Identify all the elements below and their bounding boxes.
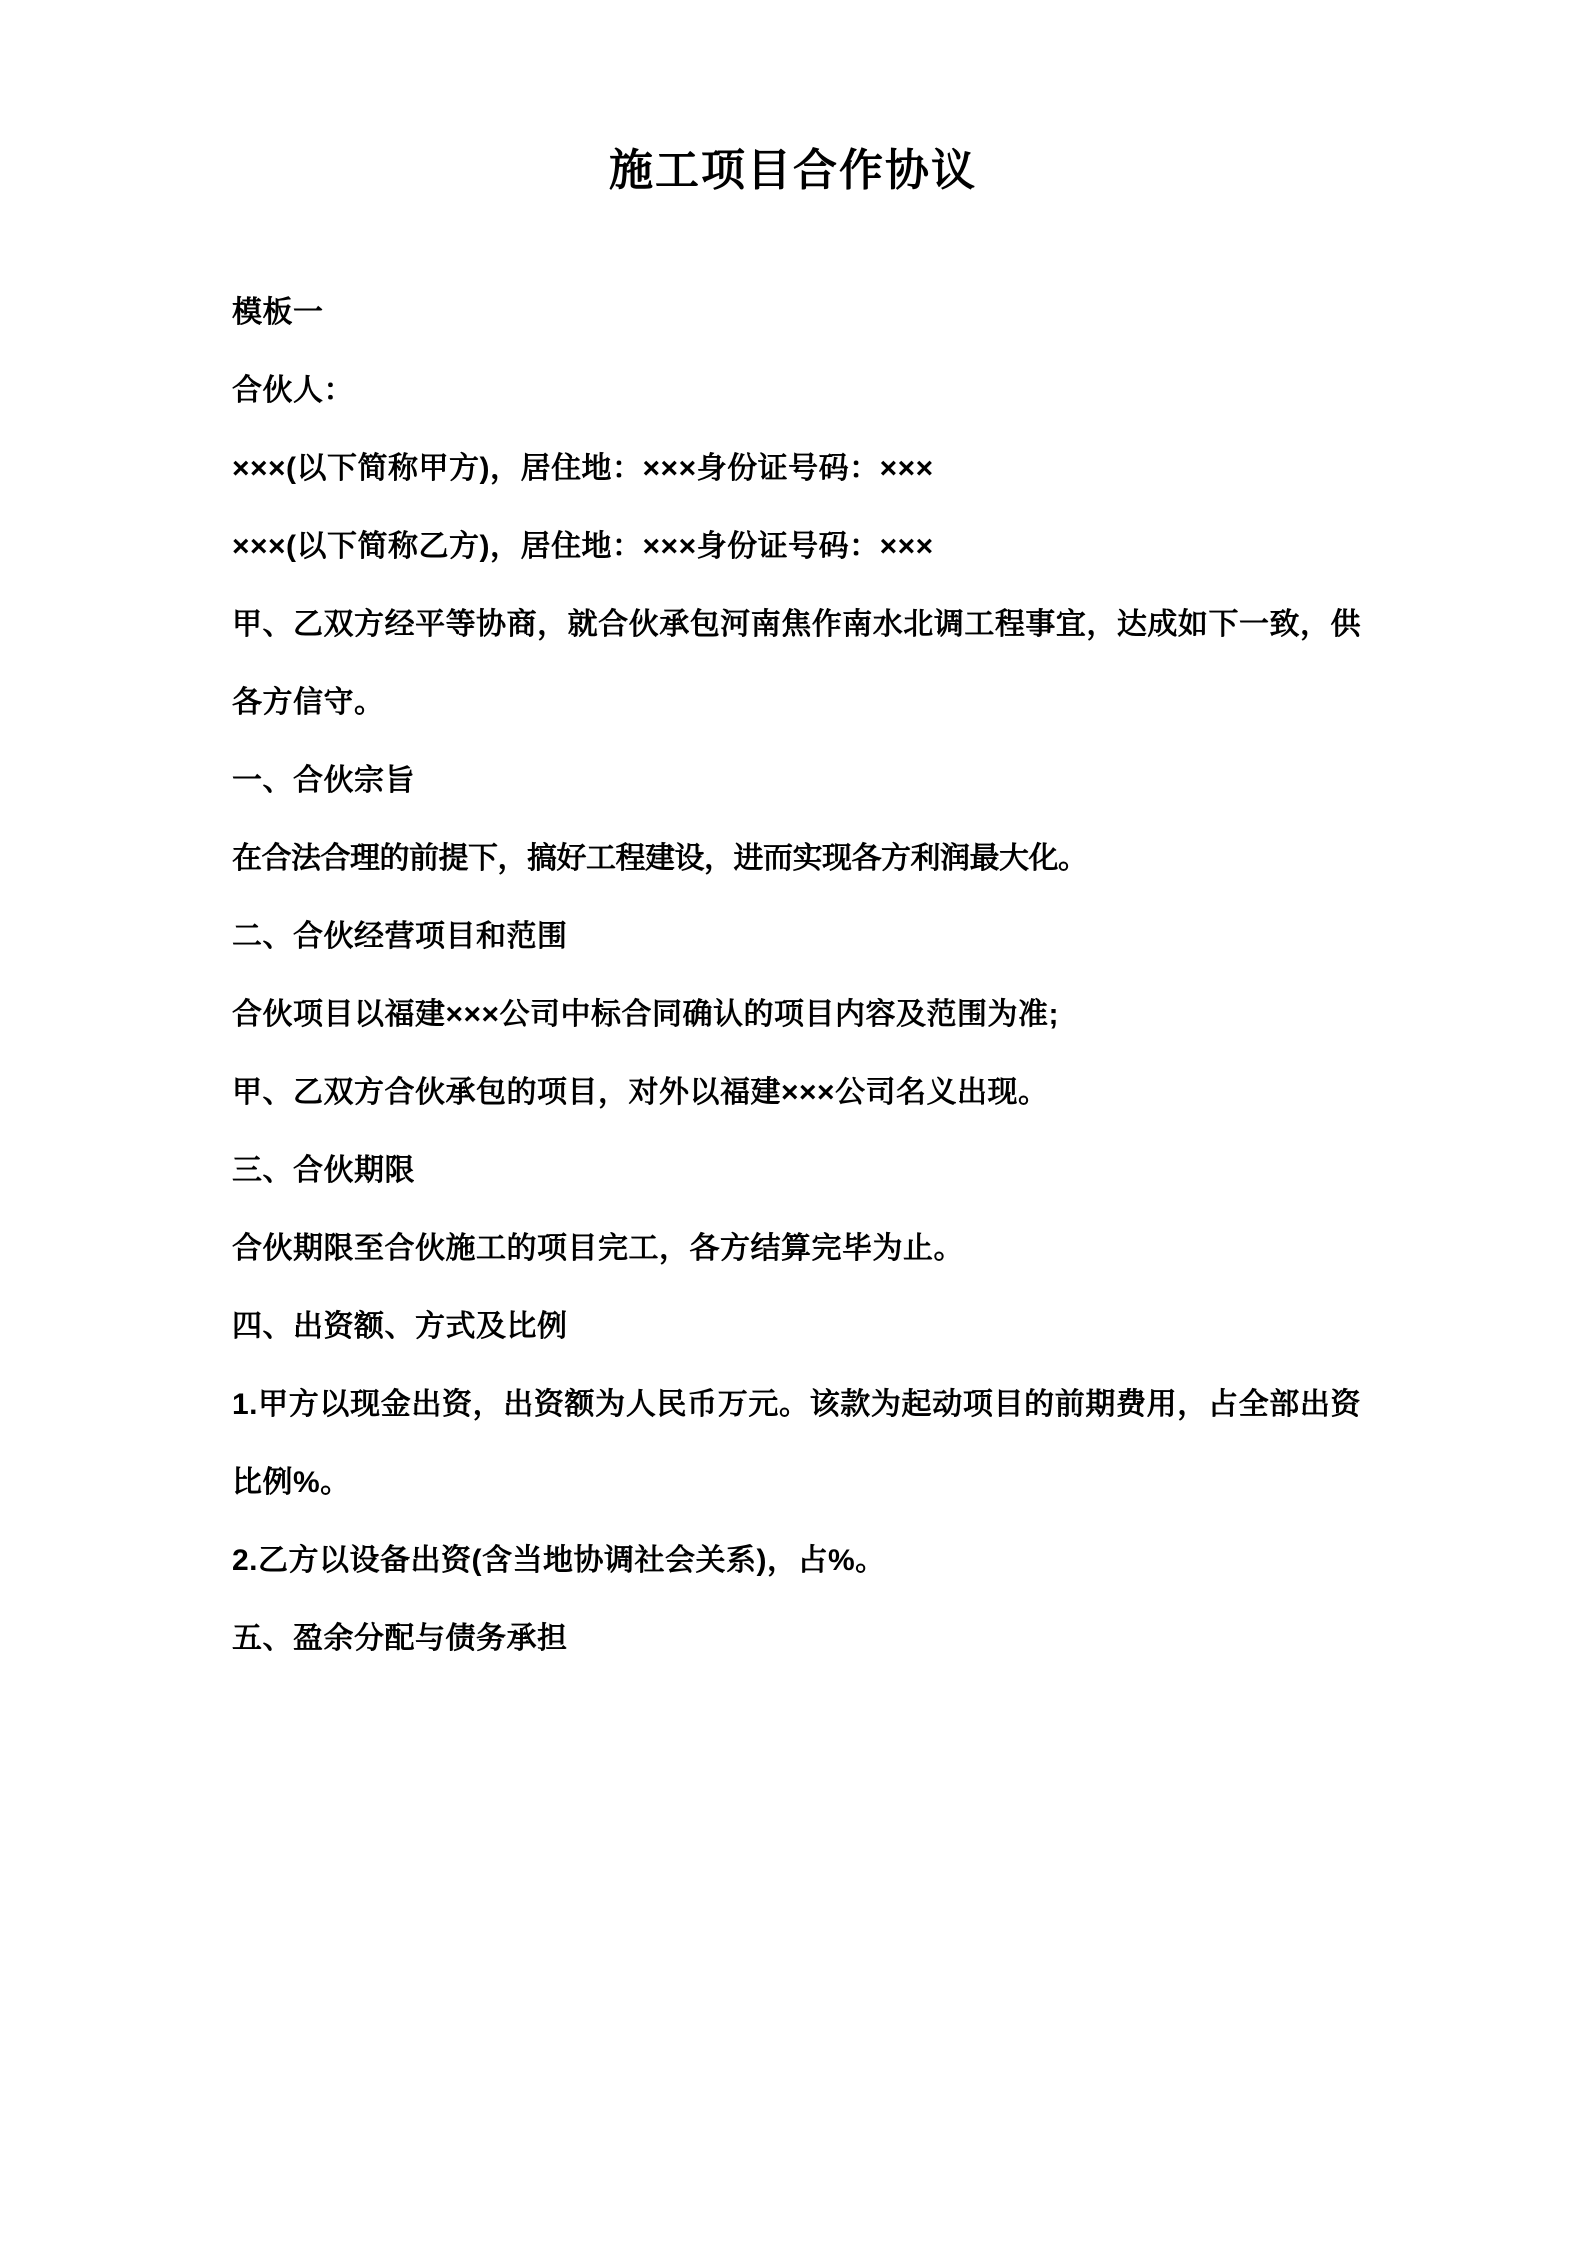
document-body — [0, 202, 1586, 1678]
paragraph-preamble: 甲、乙双方经平等协商，就合伙承包河南焦作南水北调工程事宜，达成如下一致，供各方信守。 — [232, 607, 1361, 719]
heading-section-5: 五、盈余分配与债务承担 — [232, 1621, 568, 1655]
paragraph-section-3-body: 合伙期限至合伙施工的项目完工，各方结算完毕为止。 — [232, 1231, 964, 1265]
page-title: 施工项目合作协议 — [609, 146, 977, 195]
paragraph-section-4-item-2: 2.乙方以设备出资(含当地协调社会关系)，占%。 — [232, 1543, 886, 1577]
paragraph-template-label: 模板一 — [232, 295, 324, 329]
heading-section-2: 二、合伙经营项目和范围 — [232, 919, 568, 953]
paragraph-partners-label: 合伙人： — [232, 373, 354, 407]
paragraph-party-a: ×××(以下简称甲方)，居住地：×××身份证号码：××× — [232, 451, 934, 485]
paragraph-section-4-item-1: 1.甲方以现金出资，出资额为人民币万元。该款为起动项目的前期费用，占全部出资比例%。 — [232, 1387, 1361, 1499]
heading-section-1: 一、合伙宗旨 — [232, 763, 415, 797]
paragraph-section-2-body-1: 合伙项目以福建×××公司中标合同确认的项目内容及范围为准; — [232, 997, 1060, 1031]
heading-section-3: 三、合伙期限 — [232, 1153, 415, 1187]
paragraph-section-2-body-2: 甲、乙双方合伙承包的项目，对外以福建×××公司名义出现。 — [232, 1075, 1049, 1109]
paragraph-party-b: ×××(以下简称乙方)，居住地：×××身份证号码：××× — [232, 529, 934, 563]
heading-section-4: 四、出资额、方式及比例 — [232, 1309, 568, 1343]
paragraph-section-1-body: 在合法合理的前提下，搞好工程建设，进而实现各方利润最大化。 — [232, 841, 1088, 875]
